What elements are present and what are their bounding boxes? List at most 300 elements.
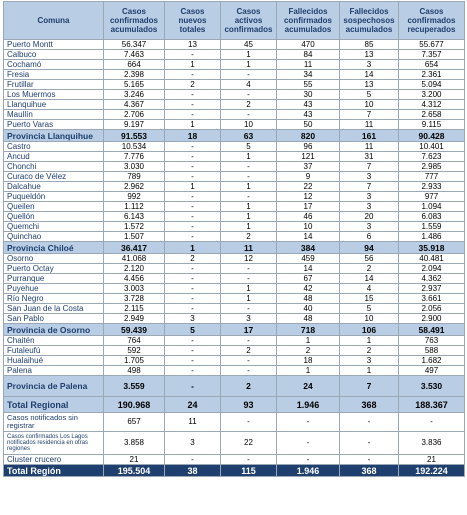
value-cell: 40.481 — [399, 254, 465, 264]
value-cell: - — [221, 336, 277, 346]
value-cell: 2.398 — [104, 70, 165, 80]
value-cell: 498 — [104, 366, 165, 376]
value-cell: - — [165, 142, 221, 152]
value-cell: 7.463 — [104, 50, 165, 60]
table-row — [4, 264, 465, 274]
value-cell: 3.836 — [399, 432, 465, 455]
table-row — [4, 455, 465, 465]
header-casos-recuperados: Casos confirmados recuperados — [399, 2, 465, 40]
comuna-cell: Purranque — [4, 274, 104, 284]
value-cell: - — [165, 90, 221, 100]
value-cell: 1.946 — [277, 397, 340, 413]
value-cell: 1.486 — [399, 232, 465, 242]
value-cell: 1 — [221, 212, 277, 222]
comuna-cell: Puyehue — [4, 284, 104, 294]
value-cell: 820 — [277, 130, 340, 142]
header-casos-confirmados-acumulados: Casos confirmados acumulados — [104, 2, 165, 40]
value-cell: - — [165, 356, 221, 366]
value-cell: 188.367 — [399, 397, 465, 413]
table-row — [4, 70, 465, 80]
value-cell: 1 — [221, 202, 277, 212]
value-cell: 2.056 — [399, 304, 465, 314]
table-row — [4, 142, 465, 152]
value-cell: 777 — [399, 172, 465, 182]
comuna-cell: Cochamó — [4, 60, 104, 70]
value-cell: 56 — [340, 254, 399, 264]
value-cell: 3.530 — [399, 376, 465, 397]
value-cell: 1.946 — [277, 465, 340, 477]
comuna-cell: Frutillar — [4, 80, 104, 90]
table-row — [4, 222, 465, 232]
comuna-cell: Puerto Varas — [4, 120, 104, 130]
value-cell: 1 — [221, 182, 277, 192]
value-cell: 34 — [277, 70, 340, 80]
value-cell: - — [221, 366, 277, 376]
comuna-cell: Casos notificados sin registrar — [4, 413, 104, 432]
comuna-cell: Casos confirmados Los Lagos notificados residencia en otras regiones — [4, 432, 104, 455]
value-cell: 1 — [340, 336, 399, 346]
province-row — [4, 130, 465, 142]
comuna-cell: Hualaihué — [4, 356, 104, 366]
value-cell: - — [165, 294, 221, 304]
value-cell: 664 — [104, 60, 165, 70]
total-row — [4, 465, 465, 477]
value-cell: - — [221, 413, 277, 432]
value-cell: 1 — [165, 60, 221, 70]
value-cell: 384 — [277, 242, 340, 254]
value-cell: 1.094 — [399, 202, 465, 212]
comuna-cell: Total Regional — [4, 397, 104, 413]
comuna-cell: Provincia de Osorno — [4, 324, 104, 336]
value-cell: 4.456 — [104, 274, 165, 284]
value-cell: 21 — [399, 455, 465, 465]
header-fallecidos-sospechosos: Fallecidos sospechosos acumulados — [340, 2, 399, 40]
comuna-cell: Castro — [4, 142, 104, 152]
comuna-cell: Osorno — [4, 254, 104, 264]
value-cell: 2.949 — [104, 314, 165, 324]
table-row — [4, 182, 465, 192]
value-cell: 2 — [340, 346, 399, 356]
value-cell: 35.918 — [399, 242, 465, 254]
value-cell: 2.933 — [399, 182, 465, 192]
value-cell: - — [165, 50, 221, 60]
value-cell: 1 — [165, 182, 221, 192]
comuna-cell: Río Negro — [4, 294, 104, 304]
value-cell: - — [165, 110, 221, 120]
value-cell: 17 — [221, 324, 277, 336]
value-cell: 9 — [277, 172, 340, 182]
value-cell: 22 — [277, 182, 340, 192]
comuna-cell: Fresia — [4, 70, 104, 80]
value-cell: - — [277, 455, 340, 465]
value-cell: 21 — [104, 455, 165, 465]
value-cell: 13 — [340, 80, 399, 90]
value-cell: 3 — [340, 172, 399, 182]
value-cell: 24 — [277, 376, 340, 397]
value-cell: 3.559 — [104, 376, 165, 397]
comuna-cell: San Juan de la Costa — [4, 304, 104, 314]
value-cell: 48 — [277, 314, 340, 324]
value-cell: 977 — [399, 192, 465, 202]
value-cell: 161 — [340, 130, 399, 142]
value-cell: - — [165, 336, 221, 346]
value-cell: 91.553 — [104, 130, 165, 142]
value-cell: 15 — [340, 294, 399, 304]
value-cell: 2.120 — [104, 264, 165, 274]
value-cell: 31 — [340, 152, 399, 162]
comuna-cell: Ancud — [4, 152, 104, 162]
value-cell: - — [221, 192, 277, 202]
comuna-cell: Chonchi — [4, 162, 104, 172]
value-cell: 1.682 — [399, 356, 465, 366]
value-cell: 84 — [277, 50, 340, 60]
value-cell: 55 — [277, 80, 340, 90]
value-cell: 3 — [340, 222, 399, 232]
value-cell: 3.246 — [104, 90, 165, 100]
value-cell: 63 — [221, 130, 277, 142]
value-cell: 654 — [399, 60, 465, 70]
table-row — [4, 152, 465, 162]
value-cell: 85 — [340, 40, 399, 50]
table-row — [4, 346, 465, 356]
value-cell: - — [165, 264, 221, 274]
comuna-cell: Quemchi — [4, 222, 104, 232]
value-cell: 59.439 — [104, 324, 165, 336]
value-cell: 7.776 — [104, 152, 165, 162]
value-cell: 18 — [165, 130, 221, 142]
value-cell: 12 — [277, 192, 340, 202]
value-cell: 48 — [277, 294, 340, 304]
table-row — [4, 232, 465, 242]
value-cell: 6 — [340, 232, 399, 242]
value-cell: 14 — [277, 232, 340, 242]
value-cell: 56.347 — [104, 40, 165, 50]
value-cell: - — [165, 284, 221, 294]
value-cell: 11 — [277, 60, 340, 70]
value-cell: 2 — [165, 254, 221, 264]
value-cell: - — [221, 90, 277, 100]
value-cell: 1 — [221, 294, 277, 304]
value-cell: 3.661 — [399, 294, 465, 304]
value-cell: 3.858 — [104, 432, 165, 455]
value-cell: - — [165, 162, 221, 172]
value-cell: - — [165, 222, 221, 232]
value-cell: 2.962 — [104, 182, 165, 192]
value-cell: 2 — [165, 80, 221, 90]
value-cell: 3 — [340, 202, 399, 212]
value-cell: 3 — [221, 314, 277, 324]
table-row — [4, 162, 465, 172]
value-cell: - — [340, 413, 399, 432]
province-row — [4, 242, 465, 254]
table-row — [4, 90, 465, 100]
value-cell: - — [221, 162, 277, 172]
value-cell: 657 — [104, 413, 165, 432]
value-cell: 4.367 — [104, 100, 165, 110]
value-cell: 10 — [340, 100, 399, 110]
value-cell: 14 — [340, 274, 399, 284]
value-cell: 45 — [221, 40, 277, 50]
province-row — [4, 324, 465, 336]
value-cell: 42 — [277, 284, 340, 294]
table-row — [4, 356, 465, 366]
comuna-cell: Chaitén — [4, 336, 104, 346]
value-cell: 38 — [165, 465, 221, 477]
value-cell: 5.165 — [104, 80, 165, 90]
value-cell: 115 — [221, 465, 277, 477]
value-cell: 13 — [340, 50, 399, 60]
value-cell: - — [165, 376, 221, 397]
value-cell: 7.623 — [399, 152, 465, 162]
value-cell: 43 — [277, 100, 340, 110]
value-cell: 1 — [165, 120, 221, 130]
value-cell: 106 — [340, 324, 399, 336]
value-cell: 763 — [399, 336, 465, 346]
value-cell: 1 — [340, 366, 399, 376]
value-cell: - — [340, 455, 399, 465]
value-cell: 5.094 — [399, 80, 465, 90]
value-cell: 24 — [165, 397, 221, 413]
value-cell: 37 — [277, 162, 340, 172]
value-cell: 2.094 — [399, 264, 465, 274]
province-row — [4, 376, 465, 397]
value-cell: - — [165, 304, 221, 314]
value-cell: 10 — [340, 314, 399, 324]
value-cell: 497 — [399, 366, 465, 376]
value-cell: 11 — [340, 142, 399, 152]
value-cell: - — [221, 356, 277, 366]
comuna-cell: Total Región — [4, 465, 104, 477]
header-comuna: Comuna — [4, 2, 104, 40]
value-cell: - — [165, 212, 221, 222]
comuna-cell: Provincia Chiloé — [4, 242, 104, 254]
table-row — [4, 274, 465, 284]
value-cell: - — [165, 172, 221, 182]
value-cell: 1 — [165, 242, 221, 254]
value-cell: 55.677 — [399, 40, 465, 50]
value-cell: - — [221, 264, 277, 274]
value-cell: 4.362 — [399, 274, 465, 284]
value-cell: 6.143 — [104, 212, 165, 222]
value-cell: 96 — [277, 142, 340, 152]
value-cell: 2 — [221, 232, 277, 242]
value-cell: 1.559 — [399, 222, 465, 232]
value-cell: 718 — [277, 324, 340, 336]
value-cell: - — [165, 366, 221, 376]
value-cell: 192.224 — [399, 465, 465, 477]
comuna-cell: Futaleufú — [4, 346, 104, 356]
table-row — [4, 254, 465, 264]
value-cell: 46 — [277, 212, 340, 222]
value-cell: 14 — [340, 70, 399, 80]
table-row — [4, 413, 465, 432]
value-cell: 2 — [221, 100, 277, 110]
value-cell: 6.083 — [399, 212, 465, 222]
value-cell: - — [165, 70, 221, 80]
value-cell: 5 — [221, 142, 277, 152]
value-cell: - — [165, 274, 221, 284]
value-cell: 1.705 — [104, 356, 165, 366]
value-cell: 3 — [165, 314, 221, 324]
comuna-cell: Maullín — [4, 110, 104, 120]
value-cell: 10.401 — [399, 142, 465, 152]
value-cell: 2.361 — [399, 70, 465, 80]
value-cell: 789 — [104, 172, 165, 182]
value-cell: 2.658 — [399, 110, 465, 120]
table-row — [4, 366, 465, 376]
value-cell: 1 — [221, 284, 277, 294]
value-cell: 9.115 — [399, 120, 465, 130]
value-cell: 1 — [277, 366, 340, 376]
value-cell: - — [277, 413, 340, 432]
value-cell: 94 — [340, 242, 399, 254]
value-cell: 3.030 — [104, 162, 165, 172]
value-cell: 22 — [221, 432, 277, 455]
comuna-cell: Calbuco — [4, 50, 104, 60]
table-row — [4, 50, 465, 60]
table-row — [4, 80, 465, 90]
value-cell: 2.706 — [104, 110, 165, 120]
value-cell: - — [221, 110, 277, 120]
table-row — [4, 110, 465, 120]
value-cell: - — [277, 432, 340, 455]
value-cell: 11 — [165, 413, 221, 432]
value-cell: 4 — [340, 284, 399, 294]
value-cell: 20 — [340, 212, 399, 222]
value-cell: 3 — [340, 356, 399, 366]
value-cell: 588 — [399, 346, 465, 356]
value-cell: 5 — [165, 324, 221, 336]
comuna-cell: Puerto Montt — [4, 40, 104, 50]
value-cell: 12 — [221, 254, 277, 264]
value-cell: 5 — [340, 304, 399, 314]
value-cell: 195.504 — [104, 465, 165, 477]
table-row — [4, 314, 465, 324]
value-cell: - — [221, 274, 277, 284]
value-cell: - — [165, 100, 221, 110]
value-cell: 4 — [221, 80, 277, 90]
value-cell: 50 — [277, 120, 340, 130]
value-cell: 40 — [277, 304, 340, 314]
total-row — [4, 397, 465, 413]
value-cell: 14 — [277, 264, 340, 274]
value-cell: 4.312 — [399, 100, 465, 110]
comuna-cell: Los Muermos — [4, 90, 104, 100]
table-row — [4, 202, 465, 212]
header-row — [4, 2, 465, 40]
value-cell: 9.197 — [104, 120, 165, 130]
comuna-cell: Puqueldón — [4, 192, 104, 202]
table-row — [4, 120, 465, 130]
table-row — [4, 192, 465, 202]
comuna-cell: Provincia de Palena — [4, 376, 104, 397]
value-cell: 10.534 — [104, 142, 165, 152]
value-cell: 2 — [340, 264, 399, 274]
value-cell: 459 — [277, 254, 340, 264]
value-cell: 3 — [340, 60, 399, 70]
comuna-cell: Quellón — [4, 212, 104, 222]
value-cell: 3 — [165, 432, 221, 455]
header-fallecidos-confirmados: Fallecidos confirmados acumulados — [277, 2, 340, 40]
value-cell: 2 — [221, 346, 277, 356]
table-row — [4, 304, 465, 314]
value-cell: 190.968 — [104, 397, 165, 413]
value-cell: 7 — [340, 376, 399, 397]
value-cell: - — [165, 192, 221, 202]
value-cell: 7 — [340, 110, 399, 120]
value-cell: 90.428 — [399, 130, 465, 142]
comuna-cell: Provincia Llanquihue — [4, 130, 104, 142]
comuna-cell: Llanquihue — [4, 100, 104, 110]
table-row — [4, 284, 465, 294]
value-cell: - — [399, 413, 465, 432]
table-row — [4, 60, 465, 70]
value-cell: 18 — [277, 356, 340, 366]
value-cell: 7 — [340, 182, 399, 192]
value-cell: 764 — [104, 336, 165, 346]
table-row — [4, 432, 465, 455]
value-cell: 1.572 — [104, 222, 165, 232]
value-cell: 2.937 — [399, 284, 465, 294]
value-cell: 2.900 — [399, 314, 465, 324]
value-cell: 3.728 — [104, 294, 165, 304]
value-cell: - — [221, 304, 277, 314]
comuna-cell: Dalcahue — [4, 182, 104, 192]
value-cell: 592 — [104, 346, 165, 356]
value-cell: 10 — [277, 222, 340, 232]
comuna-cell: Palena — [4, 366, 104, 376]
comuna-cell: San Pablo — [4, 314, 104, 324]
table-row — [4, 336, 465, 346]
value-cell: 2.985 — [399, 162, 465, 172]
comuna-cell: Curaco de Vélez — [4, 172, 104, 182]
value-cell: 3.003 — [104, 284, 165, 294]
value-cell: - — [221, 172, 277, 182]
header-casos-activos: Casos activos confirmados — [221, 2, 277, 40]
value-cell: 1 — [221, 222, 277, 232]
value-cell: - — [221, 455, 277, 465]
value-cell: 2 — [221, 376, 277, 397]
table-row — [4, 212, 465, 222]
value-cell: 5 — [340, 90, 399, 100]
comuna-cell: Quinchao — [4, 232, 104, 242]
value-cell: - — [165, 455, 221, 465]
value-cell: 36.417 — [104, 242, 165, 254]
value-cell: - — [165, 232, 221, 242]
value-cell: 368 — [340, 465, 399, 477]
value-cell: - — [165, 202, 221, 212]
table-row — [4, 40, 465, 50]
value-cell: 1 — [221, 152, 277, 162]
value-cell: 30 — [277, 90, 340, 100]
value-cell: 1 — [221, 50, 277, 60]
comuna-cell: Queilen — [4, 202, 104, 212]
value-cell: 7.357 — [399, 50, 465, 60]
value-cell: - — [165, 346, 221, 356]
header-casos-nuevos-totales: Casos nuevos totales — [165, 2, 221, 40]
table-row — [4, 294, 465, 304]
comuna-cell: Cluster crucero — [4, 455, 104, 465]
value-cell: 67 — [277, 274, 340, 284]
value-cell: 11 — [340, 120, 399, 130]
value-cell: 2 — [277, 346, 340, 356]
covid-cases-table — [3, 1, 465, 477]
value-cell: 3 — [340, 192, 399, 202]
table-row — [4, 172, 465, 182]
value-cell: - — [221, 70, 277, 80]
value-cell: 17 — [277, 202, 340, 212]
value-cell: 470 — [277, 40, 340, 50]
